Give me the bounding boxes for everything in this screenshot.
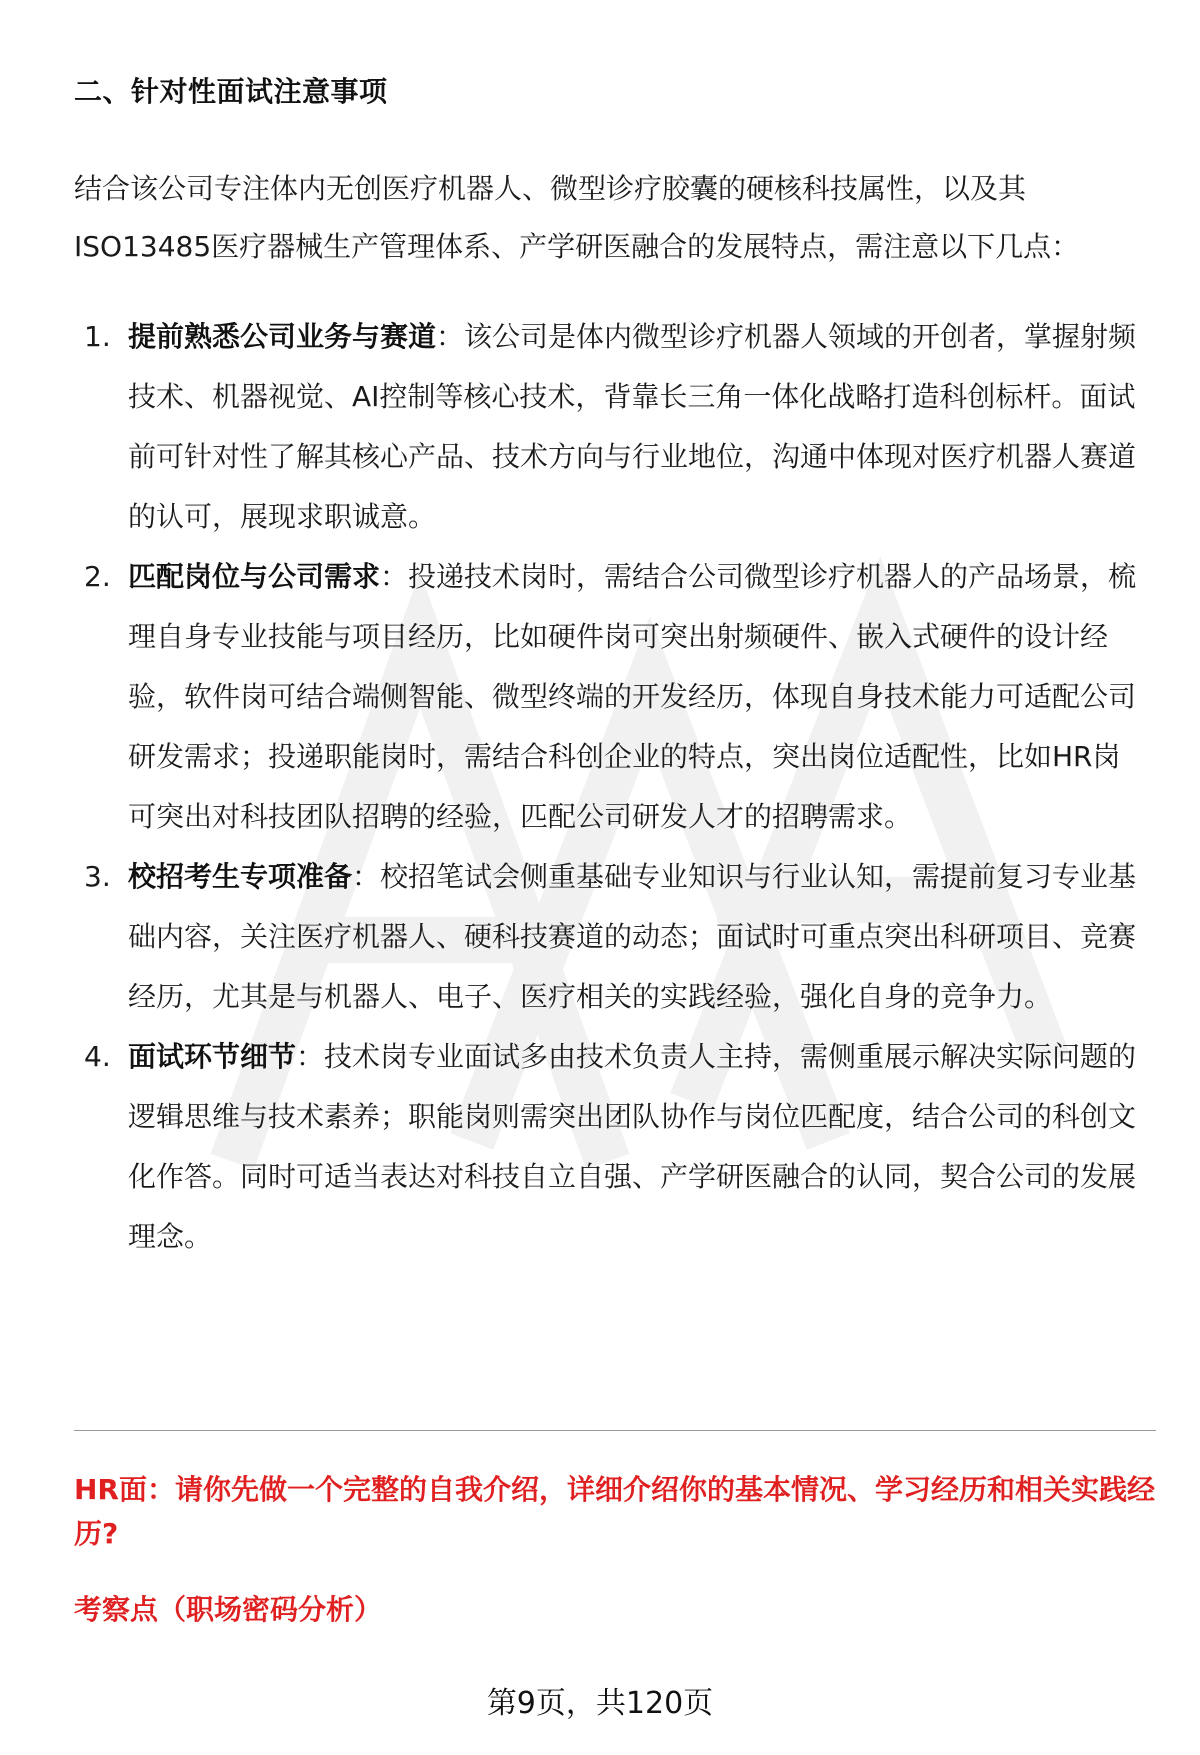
- intro-paragraph: 结合该公司专注体内无创医疗机器人、微型诊疗胶囊的硬核科技属性，以及其ISO13485医疗器械生产管理体系、产学研医融合的发展特点，需注意以下几点：: [74, 172, 1080, 263]
- list-item-body: ：技术岗专业面试多由技术负责人主持，需侧重展示解决实际问题的逻辑思维与技术素养；职能岗则需突出团队协作与岗位匹配度，结合公司的科创文化作答。同时可适当表达对科技自立自强、产学研医融合的认同，契合公司的发展理念。: [128, 1040, 1137, 1253]
- list-item-body: ：投递技术岗时，需结合公司微型诊疗机器人的产品场景，梳理自身专业技能与项目经历，比如硬件岗可突出射频硬件、嵌入式硬件的设计经验，软件岗可结合端侧智能、微型终端的开发经历，体现自身技术能力可适配公司研发需求；投递职能岗时，需结合科创企业的特点，突出岗位适配性，比如HR岗可突出对科技团队招聘的经验，匹配公司研发人才的招聘需求。: [128, 560, 1137, 833]
- list-item-lead: 提前熟悉公司业务与赛道: [128, 320, 437, 353]
- list-item-body: ：该公司是体内微型诊疗机器人领域的开创者，掌握射频技术、机器视觉、AI控制等核心技术，背靠长三角一体化战略打造科创标杆。面试前可针对性了解其核心产品、技术方向与行业地位，沟通中体现对医疗机器人赛道的认可，展现求职诚意。: [128, 320, 1137, 533]
- list-item-number: 4.: [84, 1040, 111, 1073]
- section-divider: [74, 1430, 1156, 1431]
- list-item-body: ：校招笔试会侧重基础专业知识与行业认知，需提前复习专业基础内容，关注医疗机器人、硬科技赛道的动态；面试时可重点突出科研项目、竞赛经历，尤其是与机器人、电子、医疗相关的实践经验，强化自身的竞争力。: [128, 860, 1137, 1013]
- notes-list: [74, 307, 1146, 1267]
- list-item-lead: 面试环节细节: [128, 1040, 297, 1073]
- list-item-lead: 匹配岗位与公司需求: [128, 560, 381, 593]
- list-item: [74, 847, 1146, 1027]
- section-title: 二、针对性面试注意事项: [74, 75, 388, 108]
- list-item-number: 2.: [84, 560, 111, 593]
- analysis-title: 考察点（职场密码分析）: [74, 1593, 383, 1626]
- list-item-number: 1.: [84, 320, 111, 353]
- list-item: [74, 1027, 1146, 1267]
- list-item: [74, 547, 1146, 847]
- list-item-lead: 校招考生专项准备: [128, 860, 353, 893]
- hr-question: HR面：请你先做一个完整的自我介绍，详细介绍你的基本情况、学习经历和相关实践经历?: [74, 1473, 1155, 1550]
- page-number: 第9页，共120页: [486, 1686, 714, 1721]
- list-item-number: 3.: [84, 860, 111, 893]
- list-item: [74, 307, 1146, 547]
